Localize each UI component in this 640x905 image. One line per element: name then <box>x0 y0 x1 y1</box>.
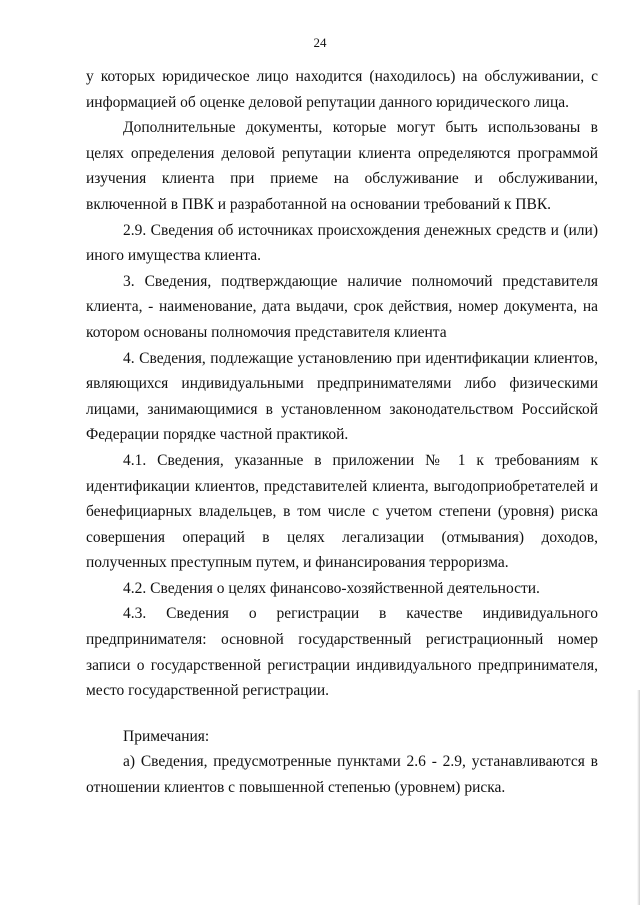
paragraph-additional-documents: Дополнительные документы, которые могут быть использованы в целях определения деловой репутации клиента определяются программой изучения клиента при приеме на обслуживание и обслуживании, включенной в ПВК и разработанной на основании требований к ПВК. <box>86 119 598 213</box>
page-number: 24 <box>313 35 327 50</box>
paragraph-continuation: у которых юридическое лицо находится (находилось) на обслуживании, с информацией об оценке деловой репутации данного юридического лица. <box>86 68 598 111</box>
paragraph-4-1: 4.1. Сведения, указанные в приложении № 1 к требованиям к идентификации клиентов, представителей клиента, выгодоприобретателей и бенефициарных владельцев, в том числе с учетом степени (уровня) риска совершения операций в целях легализации (отмывания) доходов, полученных преступным путем, и финансирования терроризма. <box>86 451 598 572</box>
paragraph-2-9: 2.9. Сведения об источниках происхождения денежных средств и (или) иного имущества клиента. <box>86 221 598 265</box>
paragraph-4: 4. Сведения, подлежащие установлению при идентификации клиентов, являющихся индивидуальными предпринимателями либо физическими лицами, занимающимися в установленном законодательством Российской Федерации порядке частной практикой. <box>86 349 598 444</box>
notes-heading: Примечания: <box>123 727 210 745</box>
paragraph-3: 3. Сведения, подтверждающие наличие полномочий представителя клиента, - наименование, дата выдачи, срок действия, номер документа, на котором основаны полномочия представителя клиента <box>86 272 598 341</box>
paragraph-4-2: 4.2. Сведения о целях финансово-хозяйственной деятельности. <box>123 579 540 597</box>
document-body <box>86 64 598 801</box>
note-item-a: а) Сведения, предусмотренные пунктами 2.6 - 2.9, устанавливаются в отношении клиентов с повышенной степенью (уровнем) риска. <box>86 753 598 797</box>
paragraph-4-3: 4.3. Сведения о регистрации в качестве индивидуального предпринимателя: основной государственный регистрационный номер записи о государственной регистрации индивидуального предпринимателя, место государственной регистрации. <box>86 605 598 700</box>
